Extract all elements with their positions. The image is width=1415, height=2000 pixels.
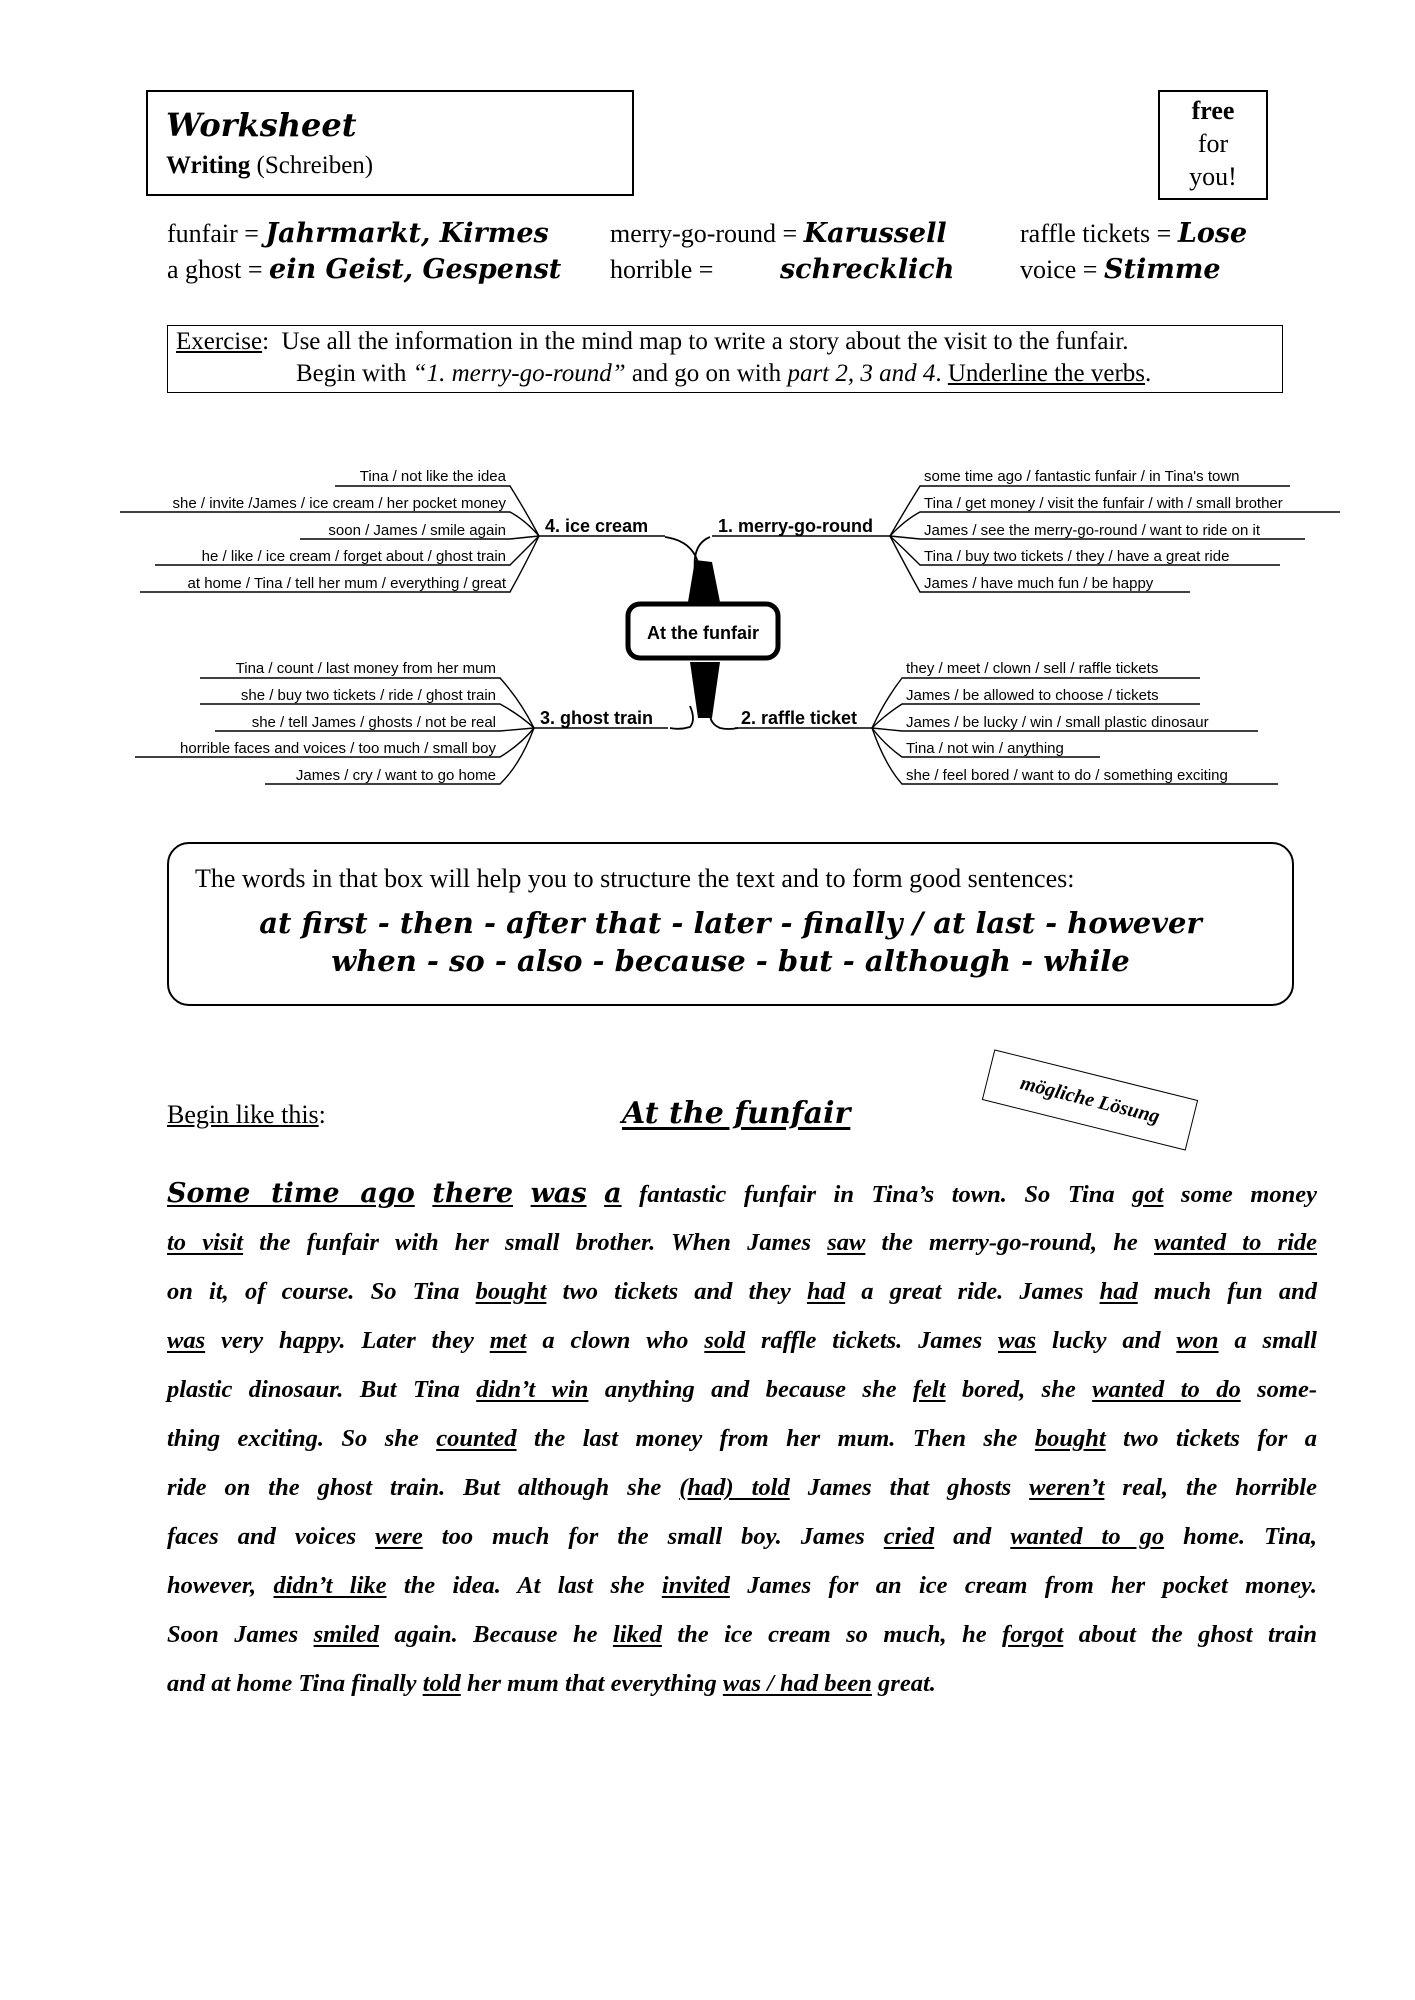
exercise-label: Exercise [176, 328, 263, 355]
mindmap-item: she / feel bored / want to do / something exciting [906, 767, 1228, 784]
story-fragment: Soon James [167, 1621, 314, 1648]
vocab-en: a ghost = [167, 255, 263, 284]
mindmap-item: soon / James / smile again [328, 522, 506, 539]
story-fragment: her mum that everything [460, 1670, 723, 1697]
story-fragment: the funfair with her small brother. When James [243, 1229, 828, 1256]
story-fragment: and at home Tina finally [167, 1670, 423, 1697]
subject-rest: (Schreiben) [256, 152, 374, 179]
story-line [167, 1221, 1317, 1270]
story-fragment: the last money from her mum. Then she [516, 1425, 1035, 1452]
center-label: At the funfair [647, 623, 759, 643]
mindmap-item: she / tell James / ghosts / not be real [251, 714, 496, 731]
connector-3 [670, 706, 693, 729]
story-fragment: ride on the ghost train. But although she [167, 1474, 680, 1501]
story-fragment [513, 1181, 531, 1208]
mindmap-item: she / invite /James / ice cream / her pocket money [172, 495, 506, 512]
mindmap-item: she / buy two tickets / ride / ghost train [240, 687, 496, 704]
vocab-item [1020, 218, 1247, 249]
vocab-de: ein Geist, Gespenst [269, 254, 562, 285]
underlined-verb: liked [612, 1621, 662, 1648]
story-fragment: some- [1240, 1376, 1318, 1403]
story-text [167, 1172, 1317, 1711]
story-line [167, 1417, 1317, 1466]
story-fragment: fantastic funfair in Tina’s town. So Tina [621, 1181, 1133, 1208]
exercise-italic: “1. merry-go-round” [412, 360, 626, 387]
story-fragment: James that ghosts [789, 1474, 1030, 1501]
mindmap-item: James / have much fun / be happy [924, 575, 1154, 592]
exercise-underlined: Underline the verbs [947, 360, 1146, 387]
connector-2 [710, 706, 738, 729]
story-fragment: two tickets for a [1105, 1425, 1317, 1452]
vocab-en: horrible = [610, 255, 714, 284]
story-fragment: plastic dinosaur. But Tina [167, 1376, 477, 1403]
begin-label-line [167, 1100, 326, 1130]
mindmap-item: he / like / ice cream / forget about / ghost train [201, 548, 506, 565]
story-fragment: a small [1218, 1327, 1317, 1354]
underlined-verb: to visit [167, 1229, 244, 1256]
branch-title-3: 3. ghost train [540, 708, 654, 728]
free-line-2: for [1197, 129, 1229, 158]
underlined-verb: wanted to do [1092, 1376, 1241, 1403]
story-line [167, 1564, 1317, 1613]
underlined-verb: (had) told [679, 1474, 790, 1501]
underlined-verb: got [1132, 1181, 1164, 1208]
mindmap-item: Tina / not win / anything [906, 740, 1064, 757]
underlined-verb: had [1099, 1278, 1138, 1305]
underlined-verb: forgot [1002, 1621, 1064, 1648]
subject-bold: Writing [166, 152, 251, 179]
underlined-verb: bought [1034, 1425, 1106, 1452]
underlined-verb: weren’t [1029, 1474, 1105, 1501]
story-fragment: the ice cream so much, he [661, 1621, 1003, 1648]
vocab-de: Stimme [1103, 254, 1221, 285]
free-line-3: you! [1189, 162, 1237, 191]
underlined-verb: sold [704, 1327, 746, 1354]
story-fragment: home. Tina, [1164, 1523, 1317, 1550]
underlined-verb: had [806, 1278, 846, 1305]
exercise-italic: part 2, 3 and 4 [787, 360, 936, 387]
vocab-de: Jahrmarkt, Kirmes [265, 218, 549, 249]
vocab-de: Karussell [803, 218, 947, 249]
story-fragment [415, 1181, 433, 1208]
vocab-en: voice = [1020, 255, 1098, 284]
underlined-verb: Some time ago [167, 1178, 415, 1209]
branch-title-2: 2. raffle ticket [741, 708, 858, 728]
mindmap-item: Tina / count / last money from her mum [235, 660, 496, 677]
vocab-en: funfair = [167, 219, 259, 248]
story-fragment: James for an ice cream from her pocket money. [729, 1572, 1317, 1599]
story-line [167, 1319, 1317, 1368]
story-line [167, 1466, 1317, 1515]
story-fragment: real, the horrible [1104, 1474, 1317, 1501]
underlined-verb: bought [475, 1278, 547, 1305]
begin-colon: : [318, 1100, 326, 1129]
underlined-verb: wanted to ride [1153, 1229, 1317, 1256]
story-fragment [587, 1181, 605, 1208]
mindmap-item: Tina / get money / visit the funfair / with / small brother [924, 495, 1283, 512]
underlined-verb: was [998, 1327, 1037, 1354]
mindmap-item: James / see the merry-go-round / want to ride on it [924, 522, 1260, 539]
story-line [167, 1172, 1317, 1221]
story-fragment: the idea. At last she [386, 1572, 662, 1599]
story-fragment: very happy. Later they [205, 1327, 490, 1354]
story-fragment: much fun and [1137, 1278, 1317, 1305]
mindmap-item: horrible faces and voices / too much / small boy [180, 740, 496, 757]
underlined-verb: there [432, 1178, 514, 1209]
exercise-text: . [1145, 360, 1152, 387]
vocab-item [167, 254, 561, 285]
linking-words-line-2: when - so - also - because - but - although - while [331, 944, 1130, 978]
underlined-verb: smiled [313, 1621, 379, 1648]
story-fragment: anything and because she [588, 1376, 913, 1403]
vocab-de: Lose [1177, 218, 1248, 249]
underlined-verb: was / had been [722, 1670, 872, 1697]
exercise-line-2 [296, 360, 1151, 388]
mindmap-item: they / meet / clown / sell / raffle tickets [906, 660, 1159, 677]
story-fragment: raffle tickets. James [745, 1327, 999, 1354]
worksheet-title-box [146, 90, 634, 196]
story-line [167, 1662, 1317, 1711]
underlined-verb: met [489, 1327, 527, 1354]
story-fragment: faces and voices [167, 1523, 376, 1550]
linking-words-intro: The words in that box will help you to structure the text and to form good sentences: [195, 864, 1075, 893]
branch-title-1: 1. merry-go-round [718, 516, 874, 536]
underlined-verb: was [167, 1327, 206, 1354]
underlined-verb: invited [661, 1572, 730, 1599]
exercise-box [167, 325, 1283, 393]
story-fragment: the merry-go-round, he [865, 1229, 1154, 1256]
underlined-verb: didn’t win [476, 1376, 589, 1403]
story-fragment: a great ride. James [845, 1278, 1100, 1305]
story-title: At the funfair [622, 1096, 851, 1131]
vocab-en: merry-go-round = [610, 219, 798, 248]
underlined-verb: saw [827, 1229, 866, 1256]
branch-title-4: 4. ice cream [545, 516, 649, 536]
exercise-text: . [935, 360, 948, 387]
center-wedge-top [688, 560, 720, 602]
underlined-verb: felt [912, 1376, 946, 1403]
story-fragment: on it, of course. So Tina [167, 1278, 476, 1305]
underlined-verb: was [530, 1178, 587, 1209]
vocab-en: raffle tickets = [1020, 219, 1172, 248]
vocab-de: schrecklich [779, 254, 955, 285]
underlined-verb: cried [883, 1523, 935, 1550]
free-line-1: free [1191, 96, 1235, 125]
mindmap-item: Tina / buy two tickets / they / have a great ride [924, 548, 1230, 565]
story-line [167, 1368, 1317, 1417]
exercise-text-1: Use all the information in the mind map to write a story about the visit to the funfair. [281, 328, 1129, 355]
exercise-line-1: Exercise: Use all the information in the mind map to write a story about the visit to the funfair. [176, 328, 1129, 355]
story-line [167, 1515, 1317, 1564]
linking-words-line-1: at first - then - after that - later - finally / at last - however [259, 906, 1202, 940]
subject-line [166, 152, 373, 180]
mindmap-item: James / be allowed to choose / tickets [906, 687, 1159, 704]
story-fragment: again. Because he [378, 1621, 613, 1648]
underlined-verb: didn’t like [273, 1572, 387, 1599]
story-fragment: a clown who [526, 1327, 705, 1354]
story-fragment: about the ghost train [1063, 1621, 1318, 1648]
mind-map [0, 450, 1415, 800]
underlined-verb: wanted to go [1010, 1523, 1165, 1550]
story-fragment: thing exciting. So she [167, 1425, 437, 1452]
exercise-text: and go on with [625, 360, 788, 387]
center-wedge-bottom [690, 662, 720, 718]
story-fragment: two tickets and they [546, 1278, 807, 1305]
begin-label: Begin like this [167, 1100, 319, 1129]
mindmap-item: James / be lucky / win / small plastic dinosaur [906, 714, 1209, 731]
story-line [167, 1270, 1317, 1319]
story-fragment: lucky and [1036, 1327, 1177, 1354]
underlined-verb: won [1176, 1327, 1219, 1354]
vocab-item [167, 218, 549, 249]
exercise-text: Begin with [296, 360, 413, 387]
mindmap-item: James / cry / want to go home [295, 767, 496, 784]
story-fragment: bored, she [945, 1376, 1093, 1403]
mindmap-item: at home / Tina / tell her mum / everything / great [187, 575, 506, 592]
story-fragment: some money [1163, 1181, 1317, 1208]
underlined-verb: were [375, 1523, 423, 1550]
vocab-item [1020, 254, 1221, 285]
underlined-verb: told [422, 1670, 461, 1697]
underlined-verb: a [604, 1178, 622, 1209]
story-fragment: and [934, 1523, 1011, 1550]
story-fragment: great. [871, 1670, 936, 1697]
vocab-item [610, 218, 947, 249]
mindmap-item: some time ago / fantastic funfair / in Tina's town [924, 468, 1240, 485]
worksheet-title: Worksheet [166, 106, 357, 144]
story-line [167, 1613, 1317, 1662]
linking-words-box [167, 842, 1294, 1006]
vocab-item [610, 254, 954, 285]
story-fragment: however, [167, 1572, 274, 1599]
mindmap-item: Tina / not like the idea [359, 468, 506, 485]
free-badge [1158, 90, 1268, 200]
story-fragment: too much for the small boy. James [422, 1523, 884, 1550]
solution-stamp: mögliche Lösung [982, 1049, 1198, 1150]
underlined-verb: counted [436, 1425, 517, 1452]
